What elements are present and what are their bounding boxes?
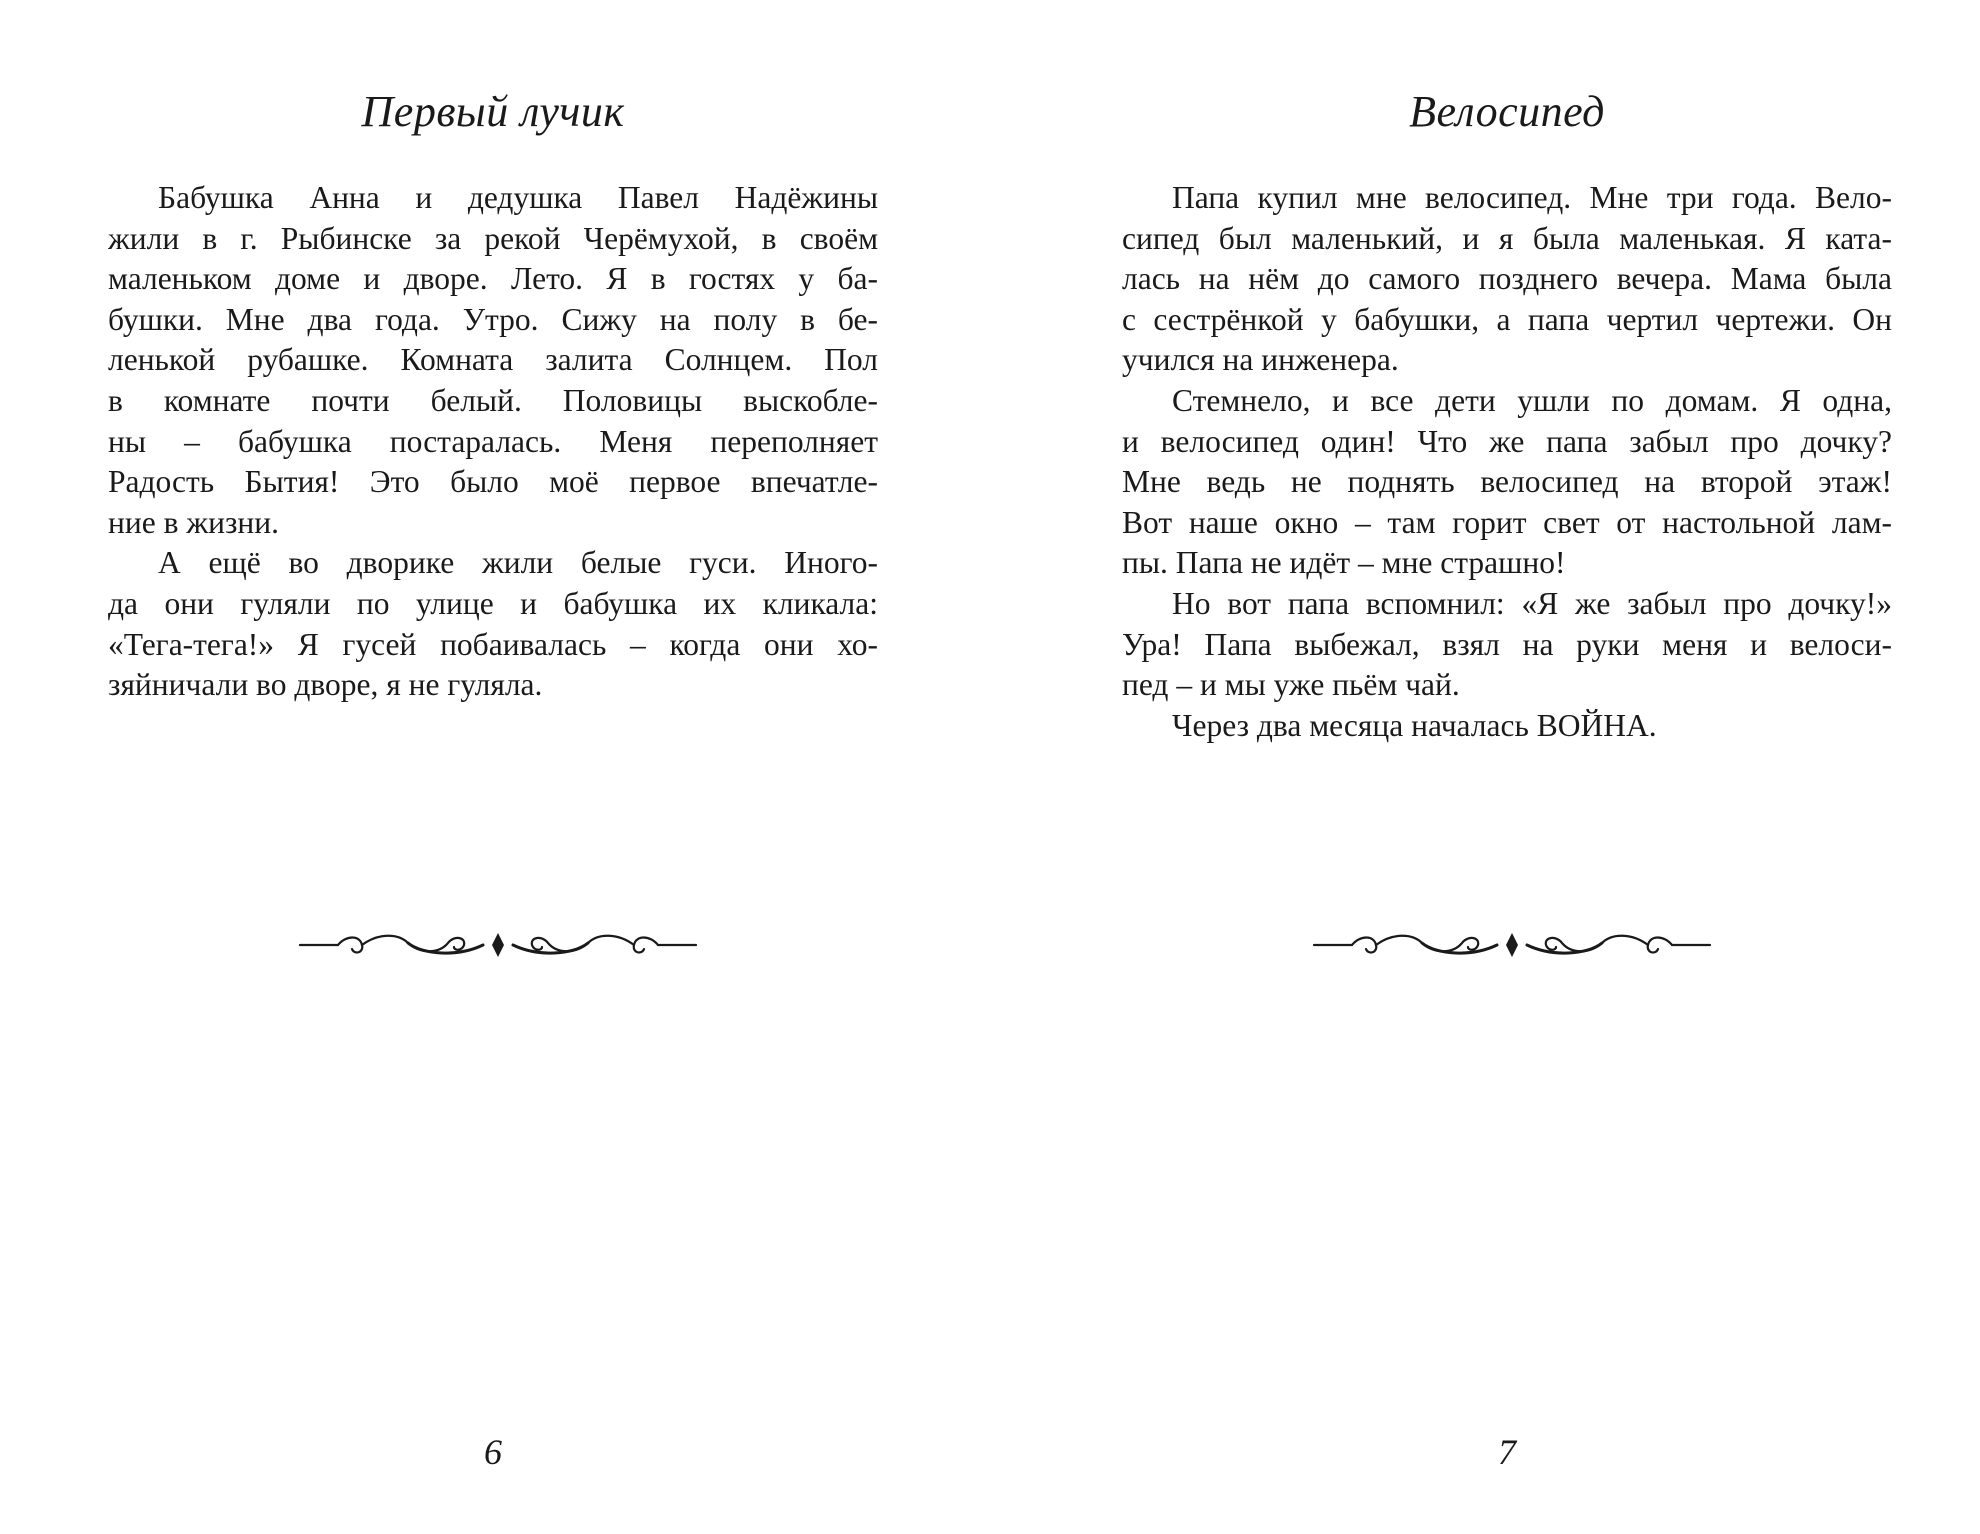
text-line: А ещё во дворике жили белые гуси. Иного-: [158, 545, 878, 581]
text-line: Но вот папа вспомнил: «Я же забыл про дочку!»: [1172, 585, 1892, 621]
text-line: Радость Бытия! Это было моё первое впечатле-: [108, 464, 878, 500]
flourish-divider-icon: [1312, 925, 1712, 965]
text-line: сипед был маленький, и я была маленькая. Я ката-: [1122, 220, 1892, 256]
text-line: пед – и мы уже пьём чай.: [1122, 667, 1460, 703]
text-line: Папа купил мне велосипед. Мне три года. Вело-: [1172, 180, 1892, 215]
flourish-divider-icon: [298, 925, 698, 965]
text-line: Бабушка Анна и дедушка Павел Надёжины: [158, 180, 878, 215]
text-line: Стемнело, и все дети ушли по домам. Я одна,: [1172, 382, 1892, 418]
page-body: [1122, 178, 1892, 746]
text-line: Мне ведь не поднять велосипед на второй этаж!: [1122, 464, 1892, 500]
paragraph: [108, 178, 878, 543]
text-line: жили в г. Рыбинске за рекой Черёмухой, в своём: [108, 220, 878, 256]
text-line: ние в жизни.: [108, 504, 279, 540]
text-line: «Тега-тега!» Я гусей побаивалась – когда они хо-: [108, 626, 878, 662]
chapter-title: Первый лучик: [361, 87, 625, 136]
page-body: [108, 178, 878, 706]
text-line: Ура! Папа выбежал, взял на руки меня и велоси-: [1122, 626, 1892, 662]
text-line: зяйничали во дворе, я не гуляла.: [108, 667, 543, 703]
text-line: маленьком доме и дворе. Лето. Я в гостях у ба-: [108, 261, 878, 297]
text-line: ленькой рубашке. Комната залита Солнцем. Пол: [108, 342, 878, 378]
text-line: с сестрёнкой у бабушки, а папа чертил чертежи. Он: [1122, 301, 1892, 337]
text-line: Вот наше окно – там горит свет от настольной лам-: [1122, 504, 1892, 540]
text-line: бушки. Мне два года. Утро. Сижу на полу в бе-: [108, 301, 878, 337]
text-line: учился на инженера.: [1122, 342, 1399, 378]
text-line: и велосипед один! Что же папа забыл про дочку?: [1122, 423, 1892, 459]
text-line: пы. Папа не идёт – мне страшно!: [1122, 545, 1566, 581]
paragraph: [1122, 178, 1892, 381]
paragraph: [1122, 381, 1892, 584]
text-line: да они гуляли по улице и бабушка их кликала:: [108, 585, 878, 621]
text-line: ны – бабушка постаралась. Меня переполняет: [108, 423, 878, 459]
text-line: в комнате почти белый. Половицы выскобле-: [108, 382, 878, 418]
text-line: лась на нём до самого позднего вечера. Мама была: [1122, 261, 1892, 297]
paragraph: [108, 543, 878, 705]
left-page: [108, 0, 878, 1534]
page-number: 7: [1498, 1432, 1516, 1472]
page-number: 6: [484, 1432, 502, 1472]
chapter-title: Велосипед: [1409, 87, 1605, 136]
paragraph: [1122, 584, 1892, 706]
paragraph: [1122, 706, 1892, 747]
right-page: [1122, 0, 1892, 1534]
text-line: Через два месяца началась ВОЙНА.: [1172, 707, 1657, 743]
